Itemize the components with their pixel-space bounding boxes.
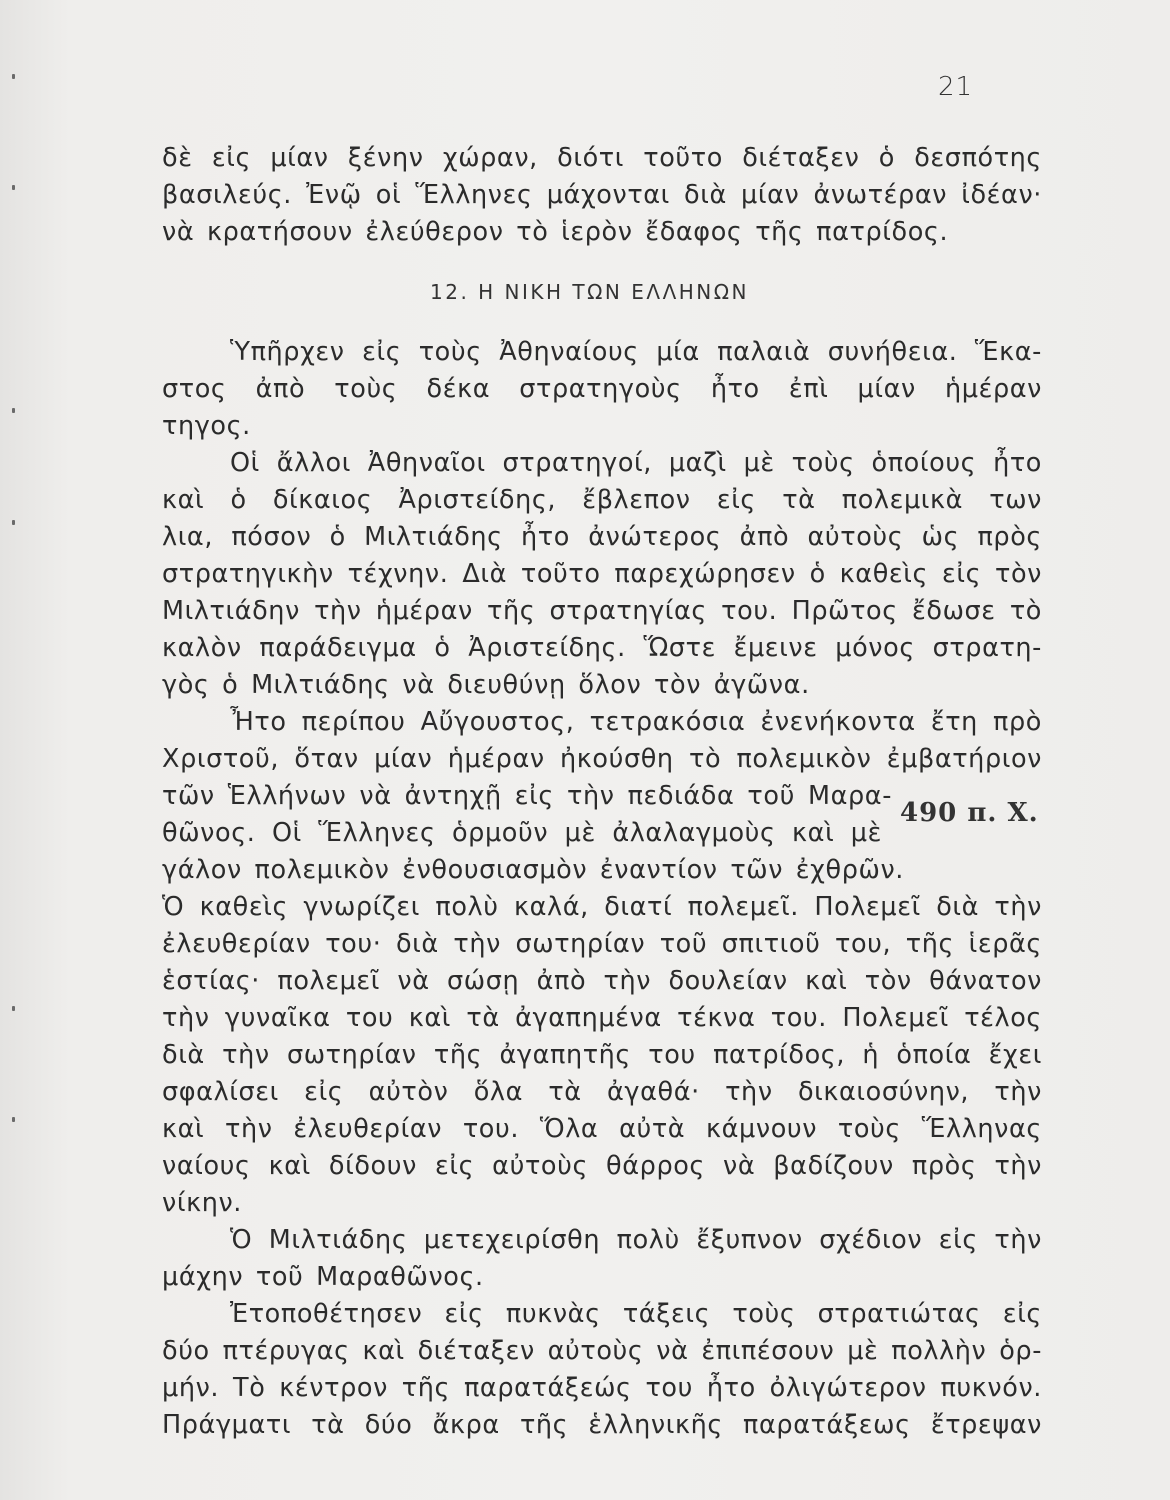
binding-mark <box>12 185 15 190</box>
text-line: καλὸν παράδειγμα ὁ Ἀριστείδης. Ὥστε ἔμεινε μόνος στρατη- <box>162 633 1042 663</box>
text-line: καὶ ὁ δίκαιος Ἀριστείδης, ἔβλεπον εἰς τὰ πολεμικὰ των <box>162 485 1042 515</box>
text-line: Πράγματι τὰ δύο ἄκρα τῆς ἑλληνικῆς παρατάξεως ἔτρεψαν <box>162 1410 1042 1440</box>
binding-mark <box>12 1117 15 1122</box>
text-line: νίκην. <box>162 1188 243 1218</box>
text-line: Ὁ Μιλτιάδης μετεχειρίσθη πολὺ ἔξυπνον σχέδιον εἰς τὴν <box>230 1225 1042 1255</box>
text-line: μάχην τοῦ Μαραθῶνος. <box>162 1262 484 1292</box>
text-line: διὰ τὴν σωτηρίαν τῆς ἀγαπητῆς του πατρίδος, ἡ ὁποία ἔχει <box>162 1040 1042 1070</box>
text-line: Ὁ καθεὶς γνωρίζει πολὺ καλά, διατί πολεμεῖ. Πολεμεῖ διὰ τὴν <box>162 892 1042 922</box>
text-line: ναίους καὶ δίδουν εἰς αὐτοὺς θάρρος νὰ βαδίζουν πρὸς τὴν <box>162 1151 1042 1181</box>
text-line: δὲ εἰς μίαν ξένην χώραν, διότι τοῦτο διέταξεν ὁ δεσπότης <box>162 143 1042 173</box>
section-heading: 12. Η ΝΙΚΗ ΤΩΝ ΕΛΛΗΝΩΝ <box>430 280 749 304</box>
text-line: ἐλευθερίαν του· διὰ τὴν σωτηρίαν τοῦ σπιτιοῦ του, τῆς ἱερᾶς <box>162 929 1042 959</box>
page-number: 21 <box>938 72 974 102</box>
text-line: γάλον πολεμικὸν ἐνθουσιασμὸν ἐναντίον τῶν ἐχθρῶν. <box>162 855 904 885</box>
text-line: Ὑπῆρχεν εἰς τοὺς Ἀθηναίους μία παλαιὰ συνήθεια. Ἕκα- <box>230 337 1042 367</box>
text-line: νὰ κρατήσουν ἐλεύθερον τὸ ἱερὸν ἔδαφος τῆς πατρίδος. <box>162 217 949 247</box>
text-line: Οἱ ἄλλοι Ἀθηναῖοι στρατηγοί, μαζὶ μὲ τοὺς ὁποίους ἦτο <box>230 448 1042 478</box>
text-line: λια, πόσον ὁ Μιλτιάδης ἦτο ἀνώτερος ἀπὸ αὐτοὺς ὡς πρὸς <box>162 522 1042 552</box>
text-line: στος ἀπὸ τοὺς δέκα στρατηγοὺς ἦτο ἐπὶ μίαν ἡμέραν <box>162 374 1042 404</box>
text-line: Ἐτοποθέτησεν εἰς πυκνὰς τάξεις τοὺς στρατιώτας εἰς <box>230 1299 1042 1329</box>
text-line: ἑστίας· πολεμεῖ νὰ σώσῃ ἀπὸ τὴν δουλείαν καὶ τὸν θάνατον <box>162 966 1042 996</box>
binding-mark <box>12 520 15 525</box>
text-line: δύο πτέρυγας καὶ διέταξεν αὐτοὺς νὰ ἐπιπέσουν μὲ πολλὴν ὁρ- <box>162 1336 1042 1366</box>
text-line: στρατηγικὴν τέχνην. Διὰ τοῦτο παρεχώρησεν ὁ καθεὶς εἰς τὸν <box>162 559 1042 589</box>
text-line: Χριστοῦ, ὅταν μίαν ἡμέραν ἠκούσθη τὸ πολεμικὸν ἐμβατήριον <box>162 744 1042 774</box>
text-line: μήν. Τὸ κέντρον τῆς παρατάξεώς του ἦτο ὀλιγώτερον πυκνόν. <box>162 1373 1042 1403</box>
text-line: σφαλίσει εἰς αὐτὸν ὅλα τὰ ἀγαθά· τὴν δικαιοσύνην, τὴν <box>162 1077 1042 1107</box>
text-line: Ἦτο περίπου Αὔγουστος, τετρακόσια ἐνενήκοντα ἔτη πρὸ <box>230 707 1042 737</box>
text-line: τὴν γυναῖκα του καὶ τὰ ἀγαπημένα τέκνα του. Πολεμεῖ τέλος <box>162 1003 1042 1033</box>
margin-date-note: 490 π. Χ. <box>900 798 1039 828</box>
text-line: τηγος. <box>162 411 251 441</box>
text-line: θῶνος. Οἱ Ἕλληνες ὁρμοῦν μὲ ἀλαλαγμοὺς καὶ μὲ <box>162 818 882 848</box>
text-line: γὸς ὁ Μιλτιάδης νὰ διευθύνῃ ὅλον τὸν ἀγῶνα. <box>162 670 810 700</box>
binding-mark <box>12 1006 15 1011</box>
text-line: τῶν Ἑλλήνων νὰ ἀντηχῇ εἰς τὴν πεδιάδα τοῦ Μαρα- <box>162 781 892 811</box>
text-line: καὶ τὴν ἐλευθερίαν του. Ὅλα αὐτὰ κάμνουν τοὺς Ἕλληνας <box>162 1114 1042 1144</box>
binding-mark <box>12 74 15 79</box>
text-line: βασιλεύς. Ἐνῷ οἱ Ἕλληνες μάχονται διὰ μίαν ἀνωτέραν ἰδέαν· <box>162 180 1042 210</box>
text-line: Μιλτιάδην τὴν ἡμέραν τῆς στρατηγίας του. Πρῶτος ἔδωσε τὸ <box>162 596 1042 626</box>
binding-mark <box>12 408 15 413</box>
